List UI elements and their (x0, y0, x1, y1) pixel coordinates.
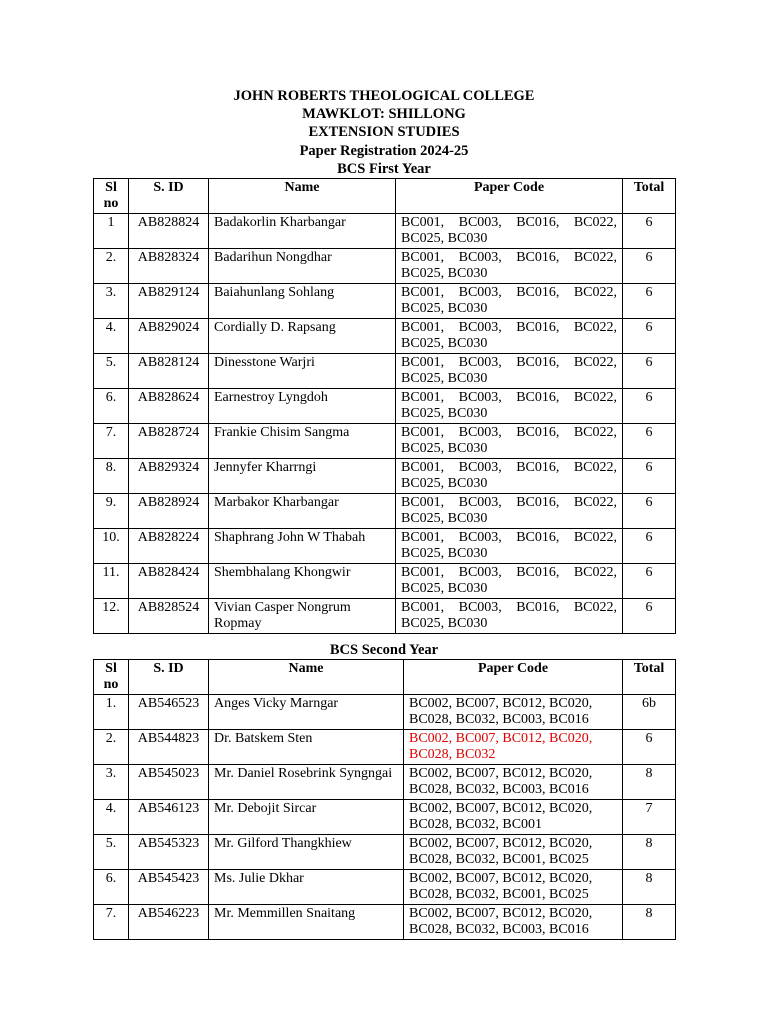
cell-total: 6 (623, 389, 676, 424)
cell-total: 6 (623, 494, 676, 529)
cell-paper-code (404, 695, 623, 730)
registration-title: Paper Registration 2024-25 (299, 142, 469, 159)
paper-code-line: BC002, BC007, BC012, BC020, (409, 731, 593, 746)
cell-sid: AB828324 (129, 249, 209, 284)
table-row (94, 214, 676, 249)
paper-code-line: BC025, BC030 (401, 371, 488, 386)
table-row (94, 284, 676, 319)
paper-code-line: BC002, BC007, BC012, BC020, (409, 871, 593, 886)
cell-paper-code (396, 354, 623, 389)
table-header-row (94, 660, 676, 695)
cell-name: Jennyfer Kharrngi (209, 459, 396, 494)
paper-code-line: BC028, BC032, BC001, BC025 (409, 887, 589, 902)
cell-sid: AB544823 (129, 730, 209, 765)
paper-code-line: BC001, BC003, BC016, BC022, (401, 460, 617, 475)
cell-sl: 12. (94, 599, 129, 634)
paper-code-line: BC001, BC003, BC016, BC022, (401, 425, 617, 440)
cell-paper-code (396, 599, 623, 634)
paper-code-line: BC025, BC030 (401, 301, 488, 316)
cell-name: Dinesstone Warjri (209, 354, 396, 389)
cell-name: Mr. Gilford Thangkhiew (209, 835, 404, 870)
paper-code-line: BC028, BC032, BC003, BC016 (409, 782, 589, 797)
cell-sid: AB545323 (129, 835, 209, 870)
cell-name: Vivian Casper Nongrum Ropmay (209, 599, 396, 634)
table-row (94, 459, 676, 494)
cell-name: Dr. Batskem Sten (209, 730, 404, 765)
paper-code-line: BC025, BC030 (401, 441, 488, 456)
col-header-sl: Sl no (94, 179, 129, 214)
cell-sid: AB828424 (129, 564, 209, 599)
table-row (94, 564, 676, 599)
table-row (94, 905, 676, 940)
cell-sl: 11. (94, 564, 129, 599)
col-header-paper: Paper Code (396, 179, 623, 214)
cell-name: Shembhalang Khongwir (209, 564, 396, 599)
cell-sl: 5. (94, 354, 129, 389)
cell-sl: 2. (94, 249, 129, 284)
cell-name: Frankie Chisim Sangma (209, 424, 396, 459)
cell-paper-code (396, 424, 623, 459)
table-row (94, 354, 676, 389)
cell-paper-code (396, 459, 623, 494)
cell-total: 6 (623, 599, 676, 634)
cell-paper-code (404, 835, 623, 870)
cell-sl: 1 (94, 214, 129, 249)
cell-sl: 4. (94, 800, 129, 835)
cell-paper-code (404, 730, 623, 765)
cell-total: 7 (623, 800, 676, 835)
cell-name: Mr. Debojit Sircar (209, 800, 404, 835)
cell-name: Mr. Memmillen Snaitang (209, 905, 404, 940)
cell-sl: 4. (94, 319, 129, 354)
table-row (94, 599, 676, 634)
cell-sid: AB828524 (129, 599, 209, 634)
cell-sid: AB828124 (129, 354, 209, 389)
cell-sid: AB829124 (129, 284, 209, 319)
table-row (94, 389, 676, 424)
cell-name: Badakorlin Kharbangar (209, 214, 396, 249)
paper-code-line: BC001, BC003, BC016, BC022, (401, 250, 617, 265)
paper-code-line: BC001, BC003, BC016, BC022, (401, 285, 617, 300)
cell-sl: 10. (94, 529, 129, 564)
cell-total: 8 (623, 870, 676, 905)
paper-code-line: BC025, BC030 (401, 266, 488, 281)
table-row (94, 835, 676, 870)
cell-sid: AB828924 (129, 494, 209, 529)
cell-name: Shaphrang John W Thabah (209, 529, 396, 564)
cell-name: Marbakor Kharbangar (209, 494, 396, 529)
col-header-sid: S. ID (129, 660, 209, 695)
cell-sid: AB828624 (129, 389, 209, 424)
cell-name: Earnestroy Lyngdoh (209, 389, 396, 424)
cell-total: 8 (623, 765, 676, 800)
col-header-name: Name (209, 660, 404, 695)
table-row (94, 529, 676, 564)
paper-code-line: BC025, BC030 (401, 546, 488, 561)
paper-code-line: BC025, BC030 (401, 581, 488, 596)
second-year-title: BCS Second Year (329, 642, 439, 658)
cell-total: 6b (623, 695, 676, 730)
first-year-title: BCS First Year (337, 161, 431, 177)
cell-paper-code (396, 494, 623, 529)
cell-name: Cordially D. Rapsang (209, 319, 396, 354)
first-year-rows (94, 214, 676, 634)
department-name: EXTENSION STUDIES (308, 124, 460, 141)
paper-code-line: BC028, BC032, BC003, BC016 (409, 712, 589, 727)
cell-paper-code (404, 870, 623, 905)
cell-total: 8 (623, 835, 676, 870)
table-row (94, 695, 676, 730)
paper-code-line: BC001, BC003, BC016, BC022, (401, 215, 617, 230)
cell-name: Ms. Julie Dkhar (209, 870, 404, 905)
cell-sl: 8. (94, 459, 129, 494)
cell-paper-code (404, 905, 623, 940)
cell-total: 6 (623, 564, 676, 599)
paper-code-line: BC001, BC003, BC016, BC022, (401, 355, 617, 370)
paper-code-line: BC028, BC032, BC001 (409, 817, 543, 832)
cell-sl: 3. (94, 765, 129, 800)
cell-sid: AB545423 (129, 870, 209, 905)
cell-total: 6 (623, 249, 676, 284)
college-location: MAWKLOT: SHILLONG (302, 106, 466, 123)
paper-code-line: BC025, BC030 (401, 476, 488, 491)
cell-sl: 6. (94, 870, 129, 905)
cell-total: 8 (623, 905, 676, 940)
paper-code-line: BC002, BC007, BC012, BC020, (409, 906, 593, 921)
col-header-name: Name (209, 179, 396, 214)
cell-paper-code (396, 529, 623, 564)
cell-sl: 6. (94, 389, 129, 424)
cell-sid: AB545023 (129, 765, 209, 800)
cell-sid: AB546123 (129, 800, 209, 835)
cell-sl: 9. (94, 494, 129, 529)
paper-code-line: BC028, BC032 (409, 747, 496, 762)
cell-total: 6 (623, 424, 676, 459)
paper-code-line: BC001, BC003, BC016, BC022, (401, 565, 617, 580)
paper-code-line: BC025, BC030 (401, 616, 488, 631)
second-year-rows (94, 695, 676, 940)
col-header-paper: Paper Code (404, 660, 623, 695)
table-row (94, 730, 676, 765)
paper-code-line: BC001, BC003, BC016, BC022, (401, 320, 617, 335)
cell-sl: 3. (94, 284, 129, 319)
college-name: JOHN ROBERTS THEOLOGICAL COLLEGE (233, 88, 535, 104)
cell-sl: 2. (94, 730, 129, 765)
cell-paper-code (396, 214, 623, 249)
cell-total: 6 (623, 354, 676, 389)
col-header-sl: Sl no (94, 660, 129, 695)
paper-code-line: BC001, BC003, BC016, BC022, (401, 495, 617, 510)
cell-sid: AB829024 (129, 319, 209, 354)
table-row (94, 249, 676, 284)
document-header (0, 87, 768, 160)
cell-paper-code (404, 765, 623, 800)
cell-name: Anges Vicky Marngar (209, 695, 404, 730)
cell-total: 6 (623, 284, 676, 319)
table-row (94, 800, 676, 835)
cell-paper-code (404, 800, 623, 835)
paper-code-line: BC025, BC030 (401, 336, 488, 351)
table-row (94, 765, 676, 800)
cell-sid: AB546523 (129, 695, 209, 730)
cell-total: 6 (623, 459, 676, 494)
paper-code-line: BC002, BC007, BC012, BC020, (409, 766, 593, 781)
col-header-total: Total (623, 179, 676, 214)
cell-paper-code (396, 319, 623, 354)
table-row (94, 319, 676, 354)
cell-sl: 7. (94, 905, 129, 940)
cell-sid: AB828224 (129, 529, 209, 564)
cell-total: 6 (623, 214, 676, 249)
paper-code-line: BC002, BC007, BC012, BC020, (409, 801, 593, 816)
col-header-total: Total (623, 660, 676, 695)
paper-code-line: BC001, BC003, BC016, BC022, (401, 600, 617, 615)
table-header-row (94, 179, 676, 214)
cell-sl: 7. (94, 424, 129, 459)
table-row (94, 870, 676, 905)
cell-sl: 1. (94, 695, 129, 730)
paper-code-line: BC028, BC032, BC001, BC025 (409, 852, 589, 867)
cell-sl: 5. (94, 835, 129, 870)
cell-total: 6 (623, 319, 676, 354)
table-row (94, 494, 676, 529)
cell-sid: AB829324 (129, 459, 209, 494)
paper-code-line: BC002, BC007, BC012, BC020, (409, 836, 593, 851)
cell-sid: AB828724 (129, 424, 209, 459)
paper-code-line: BC002, BC007, BC012, BC020, (409, 696, 593, 711)
cell-total: 6 (623, 730, 676, 765)
first-year-table (93, 178, 676, 634)
cell-name: Mr. Daniel Rosebrink Syngngai (209, 765, 404, 800)
col-header-sid: S. ID (129, 179, 209, 214)
paper-code-line: BC028, BC032, BC003, BC016 (409, 922, 589, 937)
cell-sid: AB828824 (129, 214, 209, 249)
second-year-table (93, 659, 676, 940)
paper-code-line: BC025, BC030 (401, 511, 488, 526)
cell-total: 6 (623, 529, 676, 564)
paper-code-line: BC001, BC003, BC016, BC022, (401, 390, 617, 405)
cell-paper-code (396, 284, 623, 319)
cell-name: Badarihun Nongdhar (209, 249, 396, 284)
paper-code-line: BC001, BC003, BC016, BC022, (401, 530, 617, 545)
cell-sid: AB546223 (129, 905, 209, 940)
cell-paper-code (396, 249, 623, 284)
paper-code-line: BC025, BC030 (401, 231, 488, 246)
table-row (94, 424, 676, 459)
cell-name: Baiahunlang Sohlang (209, 284, 396, 319)
cell-paper-code (396, 389, 623, 424)
paper-code-line: BC025, BC030 (401, 406, 488, 421)
cell-paper-code (396, 564, 623, 599)
